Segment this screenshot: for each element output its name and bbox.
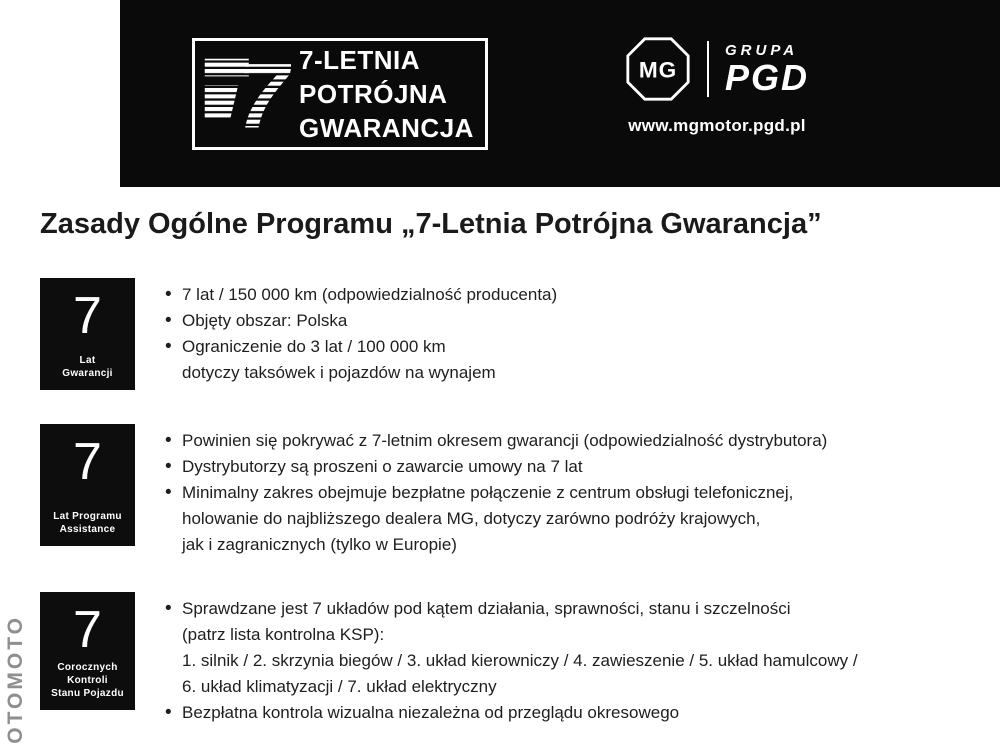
section-corocznych-kontroli [40, 592, 858, 726]
bullet-line: 6. układ klimatyzacji / 7. układ elektryczny [182, 677, 497, 696]
bullet-line: Bezpłatna kontrola wizualna niezależna od przeglądu okresowego [182, 703, 680, 722]
mg-logo-icon [625, 36, 691, 102]
bullet-line: holowanie do najbliższego dealera MG, dotyczy zarówno podróży krajowych, [182, 509, 761, 528]
bullet-line: Objęty obszar: Polska [182, 311, 348, 330]
bullet-line: jak i zagranicznych (tylko w Europie) [182, 535, 457, 554]
grupa-pgd-logo [725, 42, 809, 97]
bullet-item [165, 596, 858, 700]
program-logo-text [299, 43, 474, 145]
dealer-logo-row [582, 36, 852, 102]
badge-label [40, 661, 135, 700]
badge-label-line: Stanu Pojazdu [51, 688, 124, 699]
bullet-dot: • [165, 702, 172, 723]
badge-label-line: Lat [79, 355, 96, 366]
bullet-dot: • [165, 430, 172, 451]
bullet-item [165, 428, 827, 454]
bullet-dot: • [165, 310, 172, 331]
bullet-item [165, 700, 858, 726]
bullet-dot: • [165, 284, 172, 305]
badge-label [53, 510, 122, 536]
badge-number: 7 [73, 287, 102, 345]
program-logo-line: 7-LETNIA [299, 45, 420, 75]
bullet-line: Dystrybutorzy są proszeni o zawarcie umowy na 7 lat [182, 457, 583, 476]
program-logo-line: GWARANCJA [299, 113, 474, 143]
badge-lat-programu-assistance [40, 424, 135, 546]
bullet-dot: • [165, 456, 172, 477]
mg-logo-letters: MG [638, 57, 678, 83]
bullet-line: Minimalny zakres obejmuje bezpłatne połączenie z centrum obsługi telefonicznej, [182, 483, 794, 502]
bullet-line: (patrz lista kontrolna KSP): [182, 625, 385, 644]
bullet-item [165, 308, 557, 334]
badge-label-line: Gwarancji [62, 368, 113, 379]
website-url: www.mgmotor.pgd.pl [628, 116, 806, 135]
bullet-line: dotyczy taksówek i pojazdów na wynajem [182, 363, 496, 382]
program-logo-box [192, 38, 488, 150]
badge-number: 7 [73, 433, 102, 491]
section-lat-gwarancji [40, 278, 557, 390]
striped-seven-icon [203, 48, 291, 140]
bullet-item [165, 334, 557, 386]
logo-divider [707, 41, 709, 97]
bullet-line: Ograniczenie do 3 lat / 100 000 km [182, 337, 446, 356]
badge-label [62, 354, 113, 380]
bullet-list [165, 278, 557, 386]
badge-label-line: Assistance [59, 524, 116, 535]
dealer-logo-group [582, 36, 852, 136]
bullet-list [165, 592, 858, 726]
badge-corocznych-kontroli [40, 592, 135, 710]
badge-number: 7 [73, 601, 102, 659]
bullet-line: Sprawdzane jest 7 układów pod kątem działania, sprawności, stanu i szczelności [182, 599, 791, 618]
pgd-label: PGD [724, 56, 809, 98]
bullet-dot: • [165, 482, 172, 503]
program-logo-line: POTRÓJNA [299, 79, 448, 109]
badge-label-line: Lat Programu [53, 511, 122, 522]
bullet-item [165, 454, 827, 480]
grupa-label: GRUPA [724, 41, 799, 59]
page-title: Zasady Ogólne Programu „7-Letnia Potrójna Gwarancja” [40, 208, 822, 240]
bullet-dot: • [165, 598, 172, 619]
bullet-line: Powinien się pokrywać z 7-letnim okresem gwarancji (odpowiedzialność dystrybutora) [182, 431, 828, 450]
bullet-list [165, 424, 827, 558]
otomoto-watermark: OTOMOTO [4, 615, 27, 744]
header-banner [120, 0, 1000, 187]
section-lat-programu-assistance [40, 424, 827, 558]
badge-label-line: Corocznych Kontroli [57, 662, 118, 686]
bullet-dot: • [165, 336, 172, 357]
bullet-line: 1. silnik / 2. skrzynia biegów / 3. układ kierowniczy / 4. zawieszenie / 5. układ hamulcowy / [182, 651, 858, 670]
bullet-item [165, 480, 827, 558]
bullet-item [165, 282, 557, 308]
badge-lat-gwarancji [40, 278, 135, 390]
bullet-line: 7 lat / 150 000 km (odpowiedzialność producenta) [182, 285, 558, 304]
striped-seven-digit: 7 [237, 48, 289, 140]
